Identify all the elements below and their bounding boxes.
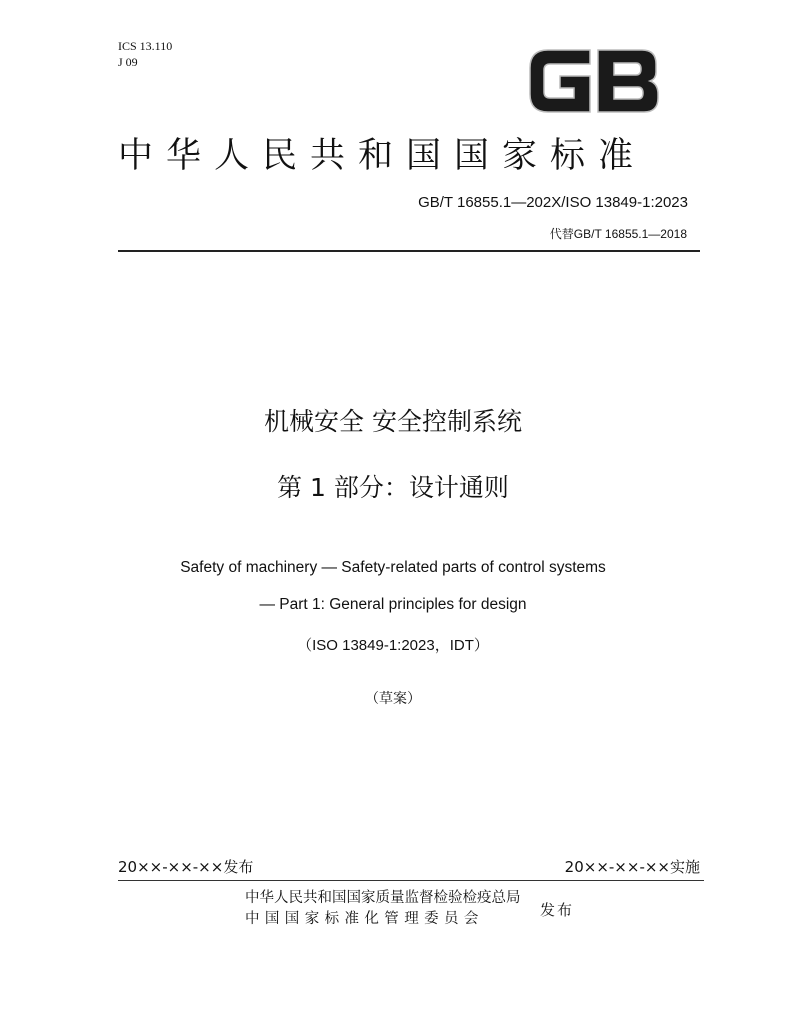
draft-label: （草案） — [365, 691, 421, 707]
standard-type-title: 中华人民共和国国家标准 — [118, 136, 647, 176]
replaced-standard: 代替GB/T 16855.1—2018 — [549, 227, 687, 241]
gb-logo-icon — [524, 42, 662, 118]
english-title-line1: Safety of machinery — Safety-related parts of control systems — [180, 559, 606, 576]
issuer-line2: 中国国家标准化管理委员会 — [245, 911, 484, 927]
ics-code: ICS 13.110 — [118, 39, 173, 53]
chinese-title-line2: 第 1 部分：设计通则 — [277, 473, 509, 502]
footer-divider — [118, 880, 704, 881]
english-title-line2: — Part 1: General principles for design — [259, 596, 527, 613]
classification-codes — [118, 38, 172, 70]
chinese-title-line1: 机械安全 安全控制系统 — [264, 407, 522, 436]
issue-label: 发布 — [540, 901, 575, 919]
ccs-code: J 09 — [118, 55, 138, 69]
header-divider — [118, 250, 700, 252]
implement-date: 20××-××-××实施 — [564, 858, 700, 876]
issuer-line1: 中华人民共和国国家质量监督检验检疫总局 — [245, 890, 521, 906]
iso-equivalence-reference: （ISO 13849-1:2023，IDT） — [297, 637, 489, 654]
standard-number: GB/T 16855.1—202X/ISO 13849-1:2023 — [418, 194, 688, 211]
publish-date: 20××-××-××发布 — [118, 858, 254, 876]
